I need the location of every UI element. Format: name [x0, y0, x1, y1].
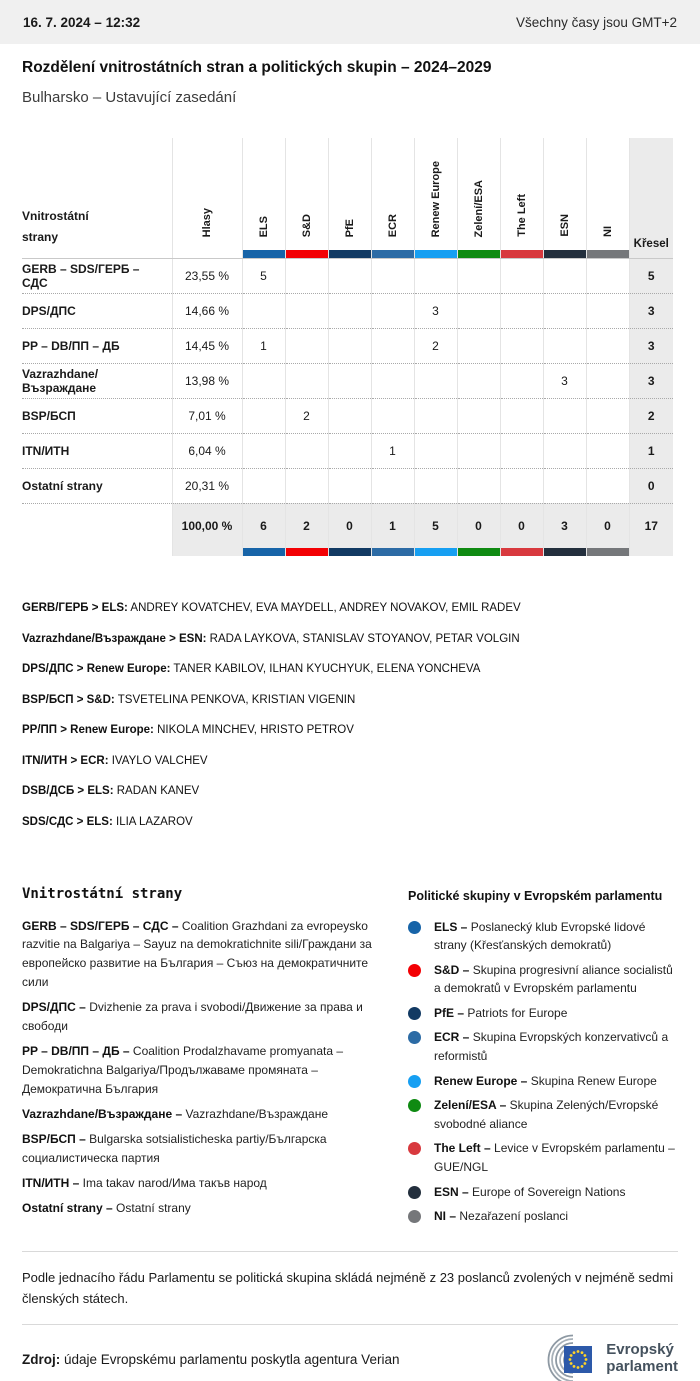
- group-color-bar-esn: [543, 250, 586, 258]
- sd-color-dot: [408, 964, 421, 977]
- seat-count-cell: [328, 293, 371, 328]
- party-name: GERB – SDS/ГЕРБ – СДС: [22, 258, 172, 293]
- legend-item: Renew Europe – Skupina Renew Europe: [408, 1072, 678, 1091]
- seat-count-cell: 1: [242, 328, 285, 363]
- seat-count-cell: [500, 398, 543, 433]
- party-name: Ostatní strany: [22, 468, 172, 503]
- seat-count-cell: [328, 433, 371, 468]
- divider: [22, 1251, 678, 1252]
- mep-line: SDS/СДС > ELS: ILIA LAZAROV: [22, 815, 193, 828]
- table-row: [22, 258, 673, 293]
- seat-count-cell: [500, 433, 543, 468]
- pfe-color-dot: [408, 1007, 421, 1020]
- timezone-note: Všechny časy jsou GMT+2: [516, 14, 677, 30]
- mep-line: PP/ПП > Renew Europe: NIKOLA MINCHEV, HRISTO PETROV: [22, 724, 354, 736]
- glossary-entry: PP – DB/ПП – ДБ – Coalition Prodalzhavame promyanata – Demokratichna Balgariya/Продължаваме промяната – Демократична България: [22, 1044, 344, 1097]
- seat-count-cell: [457, 258, 500, 293]
- seat-count-cell: [242, 398, 285, 433]
- votes-cell: 20,31 %: [172, 468, 242, 503]
- seat-count-cell: [242, 363, 285, 398]
- group-color-bar-sd: [285, 548, 328, 556]
- seat-count-cell: [242, 293, 285, 328]
- seat-count-cell: [500, 258, 543, 293]
- seat-count-cell: [500, 328, 543, 363]
- total-seats-cell: 1: [629, 433, 673, 468]
- glossary-entry: Vazrazhdane/Възраждане – Vazrazhdane/Възраждане: [22, 1107, 329, 1122]
- seat-count-cell: [457, 468, 500, 503]
- total-seats-cell: 0: [629, 468, 673, 503]
- seat-count-cell: [328, 328, 371, 363]
- legend-item: PfE – Patriots for Europe: [408, 1004, 678, 1023]
- votes-cell: 13,98 %: [172, 363, 242, 398]
- seat-count-cell: [285, 433, 328, 468]
- mep-line: Vazrazhdane/Възраждане > ESN: RADA LAYKOVA, STANISLAV STOYANOV, PETAR VOLGIN: [22, 632, 520, 645]
- seat-count-cell: [371, 363, 414, 398]
- seat-count-cell: [586, 433, 629, 468]
- group-color-bar-renew: [414, 548, 457, 556]
- party-name: Vazrazhdane/Възраждане: [22, 363, 172, 398]
- group-column-header-ni: NI: [601, 226, 614, 237]
- hemicycle-flag-icon: [527, 1334, 597, 1381]
- seat-count-cell: [371, 398, 414, 433]
- seat-count-cell: [543, 398, 586, 433]
- legend-item: ESN – Europe of Sovereign Nations: [408, 1183, 678, 1202]
- legend-item: ECR – Skupina Evropských konzervativců a reformistů: [408, 1028, 678, 1065]
- seat-count-cell: 3: [414, 293, 457, 328]
- seat-count-cell: 5: [242, 258, 285, 293]
- votes-cell: 14,66 %: [172, 293, 242, 328]
- seat-count-cell: [586, 293, 629, 328]
- seat-count-cell: [414, 468, 457, 503]
- divider: [22, 1324, 678, 1325]
- seat-count-cell: 1: [371, 433, 414, 468]
- seat-count-cell: [328, 468, 371, 503]
- glossary-entry: BSP/БСП – Bulgarska sotsialisticheska partiy/Българска социалистическа партия: [22, 1132, 327, 1165]
- seat-count-cell: 2: [285, 398, 328, 433]
- table-header-row: [22, 138, 673, 250]
- seat-count-cell: [500, 468, 543, 503]
- seat-count-cell: [586, 328, 629, 363]
- els-color-dot: [408, 921, 421, 934]
- group-color-bar-esn: [543, 548, 586, 556]
- legend-item: The Left – Levice v Evropském parlamentu – GUE/NGL: [408, 1139, 678, 1176]
- legend-heading: Politické skupiny v Evropském parlamentu: [408, 888, 663, 903]
- group-color-bar-greens: [457, 250, 500, 258]
- mep-line: GERB/ГЕРБ > ELS: ANDREY KOVATCHEV, EVA MAYDELL, ANDREY NOVAKOV, EMIL RADEV: [22, 602, 521, 614]
- seat-count-cell: [414, 398, 457, 433]
- seat-count-cell: [457, 398, 500, 433]
- mep-line: DPS/ДПС > Renew Europe: TANER KABILOV, ILHAN KYUCHYUK, ELENA YONCHEVA: [22, 663, 481, 675]
- logo-wordmark: Evropský parlament: [606, 1341, 678, 1376]
- seat-count-cell: [242, 433, 285, 468]
- group-color-bar-row: [22, 250, 673, 258]
- seat-count-cell: [543, 328, 586, 363]
- total-group-seats: 5: [414, 503, 457, 548]
- group-color-bar-els: [242, 548, 285, 556]
- seat-count-cell: [285, 293, 328, 328]
- seat-count-cell: [586, 398, 629, 433]
- mep-line: BSP/БСП > S&D: TSVETELINA PENKOVA, KRISTIAN VIGENIN: [22, 693, 356, 706]
- footer: [22, 1251, 678, 1381]
- seat-count-cell: [543, 293, 586, 328]
- glossary-entry: DPS/ДПС – Dvizhenie za prava i svobodi/Движение за права и свободи: [22, 1000, 363, 1034]
- total-seats-cell: 5: [629, 258, 673, 293]
- source-line: Zdroj: údaje Evropskému parlamentu poskytla agentura Verian: [22, 1351, 400, 1367]
- seat-count-cell: [328, 398, 371, 433]
- seat-count-cell: [414, 258, 457, 293]
- votes-cell: 14,45 %: [172, 328, 242, 363]
- ni-color-dot: [408, 1210, 421, 1223]
- votes-cell: 7,01 %: [172, 398, 242, 433]
- glossary-entry: Ostatní strany – Ostatní strany: [22, 1200, 191, 1215]
- group-color-bar-left: [500, 250, 543, 258]
- seat-count-cell: [371, 293, 414, 328]
- seat-count-cell: [586, 468, 629, 503]
- total-seats-cell: 3: [629, 293, 673, 328]
- glossary-entry: GERB – SDS/ГЕРБ – СДС – Coalition Grazhdani za evropeysko razvitie na Balgariya – Sayuz na demokratichnite sili/Граждани за европейско развитие на България – Съюз на демократичните сили: [22, 918, 372, 990]
- seat-count-cell: [285, 258, 328, 293]
- seats-column-header: Křesel: [633, 238, 669, 250]
- seat-count-cell: [371, 328, 414, 363]
- group-color-bar-renew: [414, 250, 457, 258]
- legend-item: ELS – Poslanecký klub Evropské lidové strany (Křesťanských demokratů): [408, 918, 678, 955]
- group-column-header-greens: Zelení/ESA: [472, 179, 485, 237]
- total-group-seats: 0: [586, 503, 629, 548]
- group-color-bar-ecr: [371, 250, 414, 258]
- seat-count-cell: [500, 293, 543, 328]
- total-votes: 100,00 %: [172, 503, 242, 548]
- group-color-bar-ni: [586, 548, 629, 556]
- party-name: BSP/БСП: [22, 398, 172, 433]
- seat-count-cell: [500, 363, 543, 398]
- seat-count-cell: [543, 468, 586, 503]
- seat-count-cell: [586, 363, 629, 398]
- table-row: [22, 363, 673, 398]
- group-color-bar-els: [242, 250, 285, 258]
- total-group-seats: 1: [371, 503, 414, 548]
- table-row: [22, 433, 673, 468]
- table-row: [22, 328, 673, 363]
- results-table: [22, 138, 673, 556]
- total-seats-cell: 3: [629, 363, 673, 398]
- group-column-header-renew: Renew Europe: [429, 160, 442, 237]
- party-name: PP – DB/ПП – ДБ: [22, 328, 172, 363]
- mep-line: DSB/ДСБ > ELS: RADAN KANEV: [22, 785, 200, 797]
- national-parties-glossary: [22, 886, 382, 1232]
- total-group-seats: 2: [285, 503, 328, 548]
- seat-count-cell: [285, 468, 328, 503]
- group-color-bar-ecr: [371, 548, 414, 556]
- seat-count-cell: [457, 433, 500, 468]
- seat-count-cell: 2: [414, 328, 457, 363]
- rules-note: Podle jednacího řádu Parlamentu se politická skupina skládá nejméně z 23 poslanců zvolených v nejméně sedmi členských státech.: [22, 1270, 674, 1307]
- page-title: Rozdělení vnitrostátních stran a politických skupin – 2024–2029: [22, 59, 492, 76]
- votes-cell: 6,04 %: [172, 433, 242, 468]
- mep-line: ITN/ИТН > ECR: IVAYLO VALCHEV: [22, 754, 208, 767]
- total-group-seats: 3: [543, 503, 586, 548]
- total-seats-cell: 2: [629, 398, 673, 433]
- group-color-bar-pfe: [328, 548, 371, 556]
- votes-cell: 23,55 %: [172, 258, 242, 293]
- total-group-seats: 0: [457, 503, 500, 548]
- legend-item: Zelení/ESA – Skupina Zelených/Evropské svobodné aliance: [408, 1096, 678, 1133]
- political-groups-legend: [408, 886, 678, 1232]
- seat-count-cell: [285, 328, 328, 363]
- party-column-header: Vnitrostátní strany: [22, 209, 89, 244]
- greens-color-dot: [408, 1099, 421, 1112]
- total-row: [22, 503, 673, 548]
- group-column-header-left: The Left: [515, 194, 528, 237]
- grand-total-seats: 17: [629, 503, 673, 548]
- ecr-color-dot: [408, 1031, 421, 1044]
- group-color-bar-pfe: [328, 250, 371, 258]
- group-color-bar-sd: [285, 250, 328, 258]
- seat-count-cell: 3: [543, 363, 586, 398]
- seat-count-cell: [457, 328, 500, 363]
- seat-count-cell: [457, 293, 500, 328]
- seat-count-cell: [543, 433, 586, 468]
- european-parliament-logo: [527, 1334, 678, 1381]
- legend-item: NI – Nezařazení poslanci: [408, 1207, 678, 1226]
- seat-count-cell: [371, 258, 414, 293]
- group-color-bar-ni: [586, 250, 629, 258]
- table-row: [22, 293, 673, 328]
- left-color-dot: [408, 1142, 421, 1155]
- total-group-seats: 6: [242, 503, 285, 548]
- group-column-header-esn: ESN: [558, 214, 571, 237]
- seat-count-cell: [371, 468, 414, 503]
- total-group-seats: 0: [500, 503, 543, 548]
- group-column-header-sd: S&D: [300, 213, 313, 237]
- group-color-bar-greens: [457, 548, 500, 556]
- group-color-bar-left: [500, 548, 543, 556]
- party-name: ITN/ИТН: [22, 433, 172, 468]
- esn-color-dot: [408, 1186, 421, 1199]
- page-subtitle: Bulharsko – Ustavující zasedání: [22, 89, 237, 106]
- total-seats-cell: 3: [629, 328, 673, 363]
- party-name: DPS/ДПС: [22, 293, 172, 328]
- seat-count-cell: [328, 258, 371, 293]
- renew-color-dot: [408, 1075, 421, 1088]
- seat-count-cell: [414, 433, 457, 468]
- seat-count-cell: [543, 258, 586, 293]
- seat-count-cell: [414, 363, 457, 398]
- table-row: [22, 398, 673, 433]
- group-column-header-ecr: ECR: [386, 213, 399, 237]
- glossary-entry: ITN/ИТН – Ima takav narod/Има такъв народ: [22, 1175, 267, 1190]
- total-group-seats: 0: [328, 503, 371, 548]
- legend-item: S&D – Skupina progresivní aliance socialistů a demokratů v Evropském parlamentu: [408, 961, 678, 998]
- seat-count-cell: [285, 363, 328, 398]
- top-bar: [0, 0, 700, 44]
- datetime-label: 16. 7. 2024 – 12:32: [23, 14, 141, 30]
- glossary-heading: Vnitrostátní strany: [22, 885, 183, 902]
- table-row: [22, 468, 673, 503]
- seat-count-cell: [328, 363, 371, 398]
- group-column-header-pfe: PfE: [343, 218, 356, 237]
- seat-count-cell: [586, 258, 629, 293]
- group-column-header-els: ELS: [257, 215, 270, 237]
- group-color-bar-row: [22, 548, 673, 556]
- votes-column-header: Hlasy: [201, 207, 213, 237]
- seat-count-cell: [457, 363, 500, 398]
- seat-count-cell: [242, 468, 285, 503]
- mep-list: [22, 602, 678, 828]
